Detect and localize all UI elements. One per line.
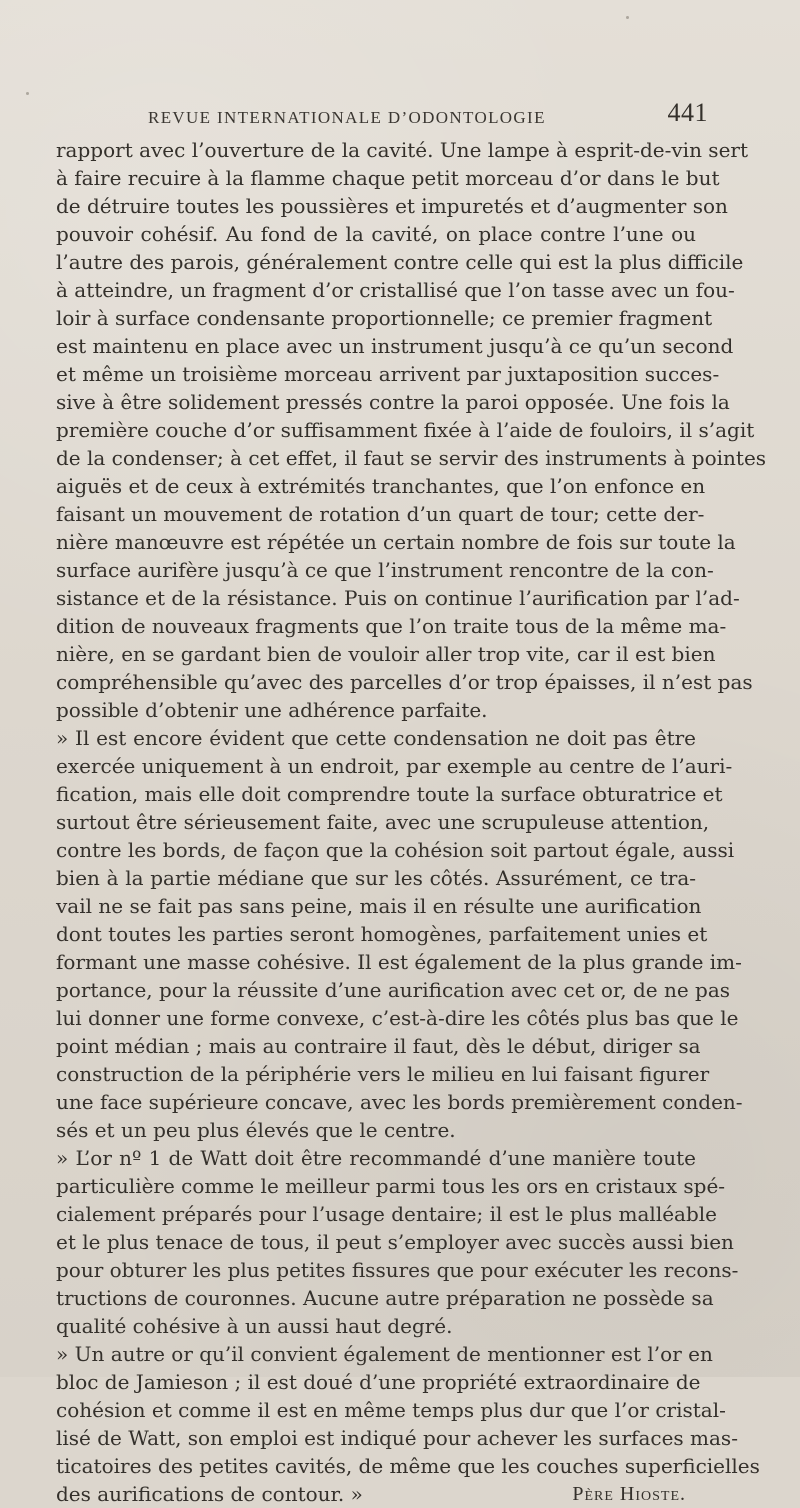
text-line: première couche d’or suffisamment fixée à l’aide de fouloirs, il s’agit (56, 418, 755, 442)
text-line: vail ne se fait pas sans peine, mais il en résulte une aurification (56, 894, 702, 918)
author-signature: Père Hioste. (572, 1483, 686, 1505)
text-line: ticatoires des petites cavités, de même que les couches superficielles (56, 1454, 760, 1478)
text-line: possible d’obtenir une adhérence parfaite. (56, 698, 488, 722)
text-line: une face supérieure concave, avec les bords premièrement conden- (56, 1090, 743, 1114)
running-header (130, 88, 708, 128)
text-line: fication, mais elle doit comprendre toute la surface obturatrice et (56, 782, 723, 806)
text-line: cohésion et comme il est en même temps plus dur que l’or cristal- (56, 1398, 726, 1422)
text-line: qualité cohésive à un aussi haut degré. (56, 1314, 453, 1338)
journal-title: REVUE INTERNATIONALE D’ODONTOLOGIE (148, 108, 546, 127)
text-line: bien à la partie médiane que sur les côtés. Assurément, ce tra- (56, 866, 696, 890)
text-line: à atteindre, un fragment d’or cristallisé que l’on tasse avec un fou- (56, 278, 735, 302)
text-line: construction de la périphérie vers le milieu en lui faisant figurer (56, 1062, 710, 1086)
text-line: pouvoir cohésif. Au fond de la cavité, on place contre l’une ou (56, 222, 696, 246)
text-line: rapport avec l’ouverture de la cavité. Une lampe à esprit-de-vin sert (56, 138, 749, 162)
text-line: aiguës et de ceux à extrémités tranchantes, que l’on enfonce en (56, 474, 706, 498)
text-line: exercée uniquement à un endroit, par exemple au centre de l’auri- (56, 754, 733, 778)
text-line: portance, pour la réussite d’une aurification avec cet or, de ne pas (56, 978, 731, 1002)
text-line: pour obturer les plus petites fissures que pour exécuter les recons- (56, 1258, 739, 1282)
text-line: sive à être solidement pressés contre la paroi opposée. Une fois la (56, 390, 730, 414)
text-line: contre les bords, de façon que la cohésion soit partout égale, aussi (56, 838, 735, 862)
text-line: » L’or nº 1 de Watt doit être recommandé d’une manière toute (56, 1146, 696, 1170)
text-line: » Un autre or qu’il convient également de mentionner est l’or en (56, 1342, 713, 1366)
text-line: nière manœuvre est répétée un certain nombre de fois sur toute la (56, 530, 736, 554)
text-line: particulière comme le meilleur parmi tous les ors en cristaux spé- (56, 1174, 726, 1198)
text-line: tructions de couronnes. Aucune autre préparation ne possède sa (56, 1286, 714, 1310)
text-line: surface aurifère jusqu’à ce que l’instrument rencontre de la con- (56, 558, 714, 582)
text-line: compréhensible qu’avec des parcelles d’or trop épaisses, il n’est pas (56, 670, 753, 694)
text-line: sistance et de la résistance. Puis on continue l’aurification par l’ad- (56, 586, 740, 610)
text-line: loir à surface condensante proportionnelle; ce premier fragment (56, 306, 713, 330)
text-line: sés et un peu plus élevés que le centre. (56, 1118, 456, 1142)
text-line: lisé de Watt, son emploi est indiqué pour achever les surfaces mas- (56, 1426, 738, 1450)
text-line: lui donner une forme convexe, c’est-à-dire les côtés plus bas que le (56, 1006, 739, 1030)
text-line: bloc de Jamieson ; il est doué d’une propriété extraordinaire de (56, 1370, 701, 1394)
page-number: 441 (667, 98, 708, 127)
text-line: et le plus tenace de tous, il peut s’employer avec succès aussi bien (56, 1230, 734, 1254)
text-line: de détruire toutes les poussières et impuretés et d’augmenter son (56, 194, 728, 218)
text-line: dition de nouveaux fragments que l’on traite tous de la même ma- (56, 614, 727, 638)
text-line: nière, en se gardant bien de vouloir aller trop vite, car il est bien (56, 642, 716, 666)
text-line: cialement préparés pour l’usage dentaire; il est le plus malléable (56, 1202, 718, 1226)
text-line: l’autre des parois, généralement contre celle qui est la plus difficile (56, 250, 744, 274)
final-line-text: des aurifications de contour. » (56, 1482, 363, 1506)
text-line: de la condenser; à cet effet, il faut se servir des instruments à pointes (56, 446, 767, 470)
paper-speck (626, 16, 629, 19)
text-line: formant une masse cohésive. Il est également de la plus grande im- (56, 950, 742, 974)
text-line: surtout être sérieusement faite, avec une scrupuleuse attention, (56, 810, 710, 834)
body-text (56, 136, 767, 1508)
text-line: dont toutes les parties seront homogènes, parfaitement unies et (56, 922, 708, 946)
text-line: est maintenu en place avec un instrument jusqu’à ce qu’un second (56, 334, 734, 358)
text-line: et même un troisième morceau arrivent par juxtaposition succes- (56, 362, 720, 386)
text-line: faisant un mouvement de rotation d’un quart de tour; cette der- (56, 502, 705, 526)
text-line: » Il est encore évident que cette condensation ne doit pas être (56, 726, 696, 750)
final-line (56, 1480, 696, 1508)
text-line: point médian ; mais au contraire il faut, dès le début, diriger sa (56, 1034, 701, 1058)
paper-speck (26, 92, 29, 95)
text-line: à faire recuire à la flamme chaque petit morceau d’or dans le but (56, 166, 720, 190)
